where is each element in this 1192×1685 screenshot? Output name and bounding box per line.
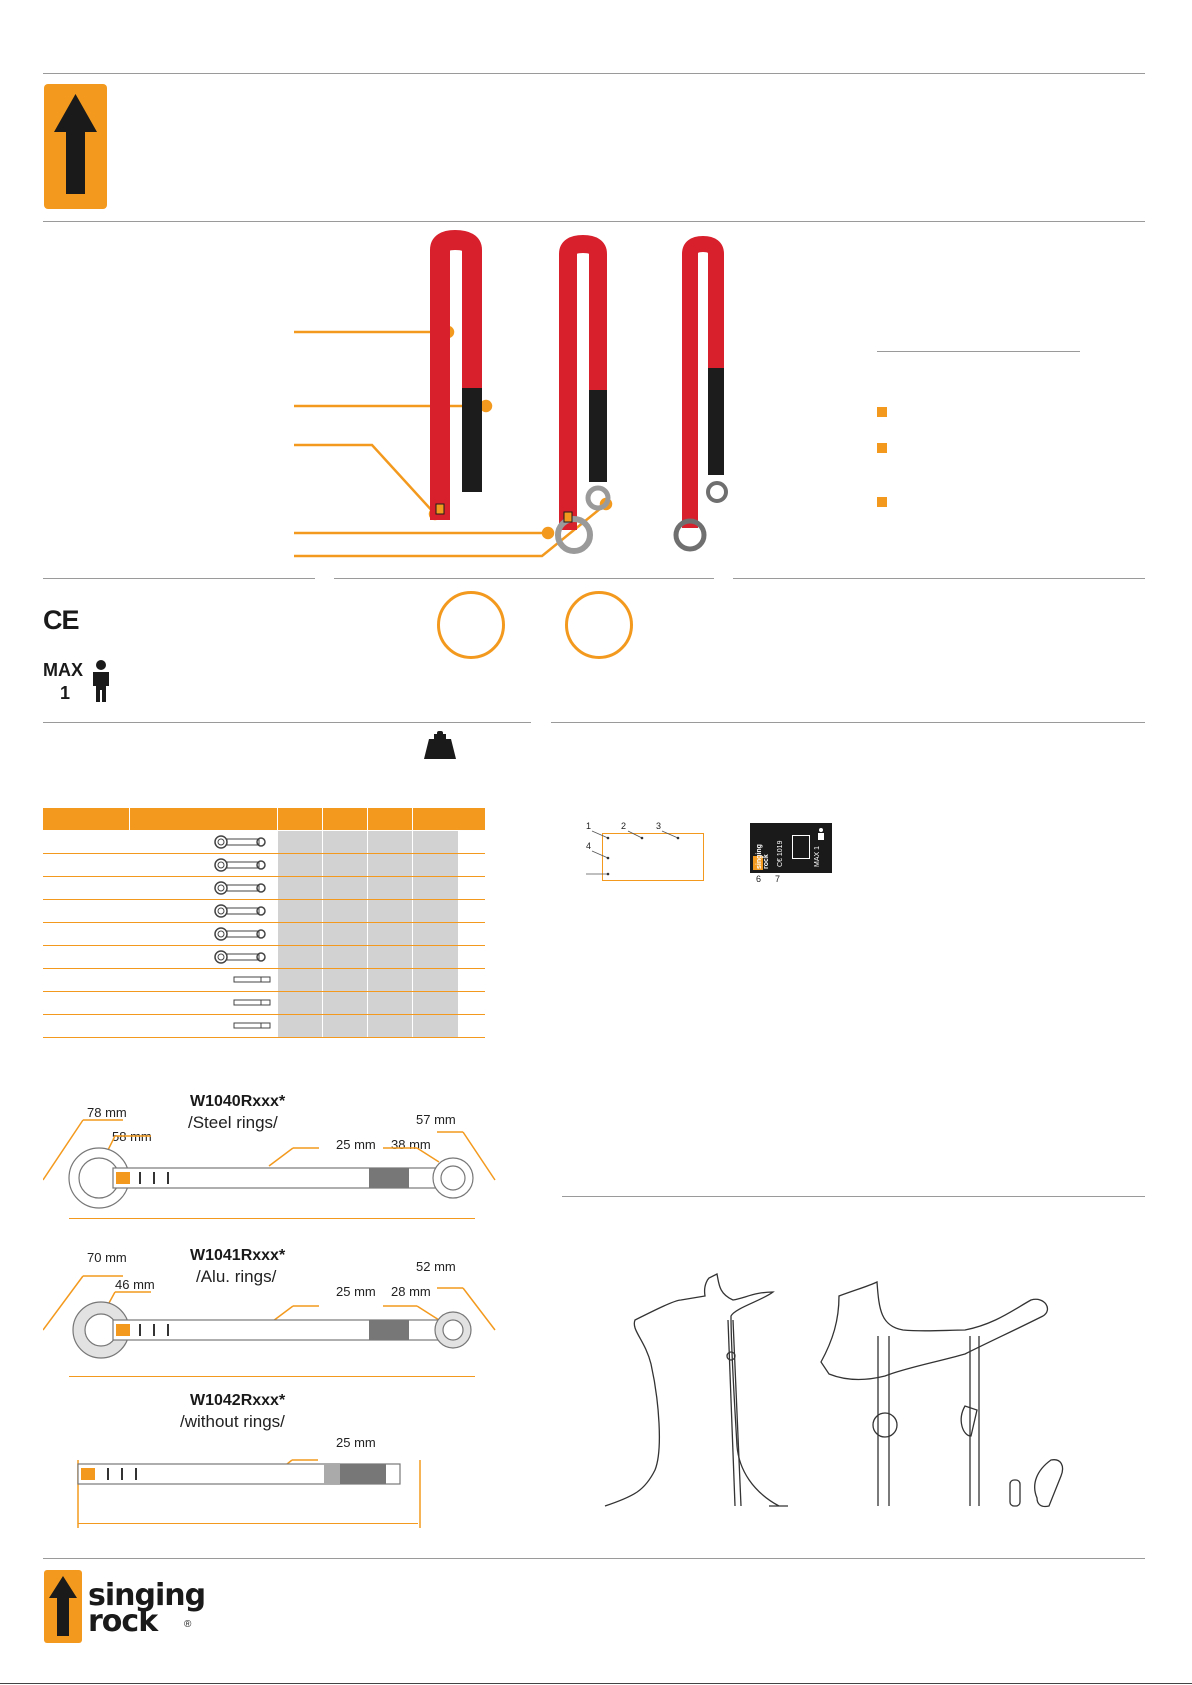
circle-icon-1 <box>437 591 505 659</box>
model-2-drawing <box>43 1250 503 1360</box>
table-row <box>43 877 485 900</box>
usage-section-rule <box>562 1196 1145 1197</box>
sling-without-rings <box>430 240 482 520</box>
table-row <box>43 946 485 969</box>
table-row <box>43 1015 485 1038</box>
model-2-webbing: 25 mm <box>336 1284 376 1299</box>
label-ce-text: C€ 1019 <box>777 840 784 867</box>
label-num-4: 4 <box>586 841 592 851</box>
model-3-code: W1042Rxxx* <box>190 1392 286 1409</box>
model-3-webbing: 25 mm <box>336 1435 376 1450</box>
label-leader-lines <box>586 826 696 886</box>
label-brand-text: singing rock <box>756 844 770 869</box>
table-row <box>43 969 485 992</box>
label-num-2: 2 <box>621 821 627 831</box>
label-person-icon <box>816 828 826 840</box>
label-section-rule <box>551 722 1145 723</box>
label-max-text: MAX 1 <box>814 845 821 867</box>
model-2-length-line <box>69 1376 475 1377</box>
model-1-code: W1040Rxxx* <box>190 1093 286 1110</box>
person-icon <box>90 660 112 702</box>
model-1-webbing: 25 mm <box>336 1137 376 1152</box>
model-3-length-line <box>78 1523 418 1524</box>
brand-name-line2: rock <box>88 1604 158 1639</box>
model-1-length-line <box>69 1218 475 1219</box>
table-row <box>43 831 485 854</box>
feature-bullet-3 <box>877 497 887 507</box>
sling-steel-rings <box>676 244 726 549</box>
label-book-icon <box>792 835 810 859</box>
model-2-big-outer: 70 mm <box>87 1250 127 1265</box>
footer-rule <box>43 1558 1145 1559</box>
tree-usage-illustration <box>585 1270 1105 1520</box>
model-1-big-inner: 58 mm <box>112 1129 152 1144</box>
top-rule <box>43 73 1145 74</box>
model-1-small-outer: 57 mm <box>416 1112 456 1127</box>
arrow-up-logo-icon <box>44 84 107 209</box>
footer-arrow-logo-icon <box>44 1570 82 1643</box>
weight-icon <box>423 730 457 760</box>
model-2-big-inner: 46 mm <box>115 1277 155 1292</box>
model-3-drawing <box>60 1440 440 1530</box>
model-1-big-outer: 78 mm <box>87 1105 127 1120</box>
table-row <box>43 923 485 946</box>
table-row <box>43 854 485 877</box>
model-1-subtitle: /Steel rings/ <box>188 1113 278 1132</box>
features-rule <box>877 351 1080 352</box>
table-row <box>43 992 485 1015</box>
brand-name-line1: singing <box>88 1578 206 1613</box>
circle-icon-2 <box>565 591 633 659</box>
label-num-6: 6 <box>756 874 762 884</box>
model-1-drawing <box>43 1100 503 1210</box>
table-section-rule <box>43 722 531 723</box>
model-1-small-inner: 38 mm <box>391 1137 431 1152</box>
bottom-page-rule <box>0 1683 1192 1684</box>
table-header <box>43 808 485 830</box>
feature-bullet-1 <box>877 407 887 417</box>
cert-rule-right <box>733 578 1145 579</box>
max-users: 1 <box>60 683 71 703</box>
cert-rule-left <box>43 578 315 579</box>
product-label <box>750 823 832 873</box>
brand-registered: ® <box>184 1619 192 1630</box>
product-illustration <box>280 230 800 570</box>
model-2-subtitle: /Alu. rings/ <box>196 1267 277 1286</box>
ce-mark: CE <box>43 605 79 635</box>
header-bottom-rule <box>43 221 1145 222</box>
model-2-small-outer: 52 mm <box>416 1259 456 1274</box>
feature-bullet-2 <box>877 443 887 453</box>
model-2-code: W1041Rxxx* <box>190 1247 286 1264</box>
table-row <box>43 900 485 923</box>
label-num-1: 1 <box>586 821 592 831</box>
model-3-subtitle: /without rings/ <box>180 1412 285 1431</box>
model-2-small-inner: 28 mm <box>391 1284 431 1299</box>
label-num-7: 7 <box>775 874 781 884</box>
max-label: MAX <box>43 660 83 680</box>
label-num-3: 3 <box>656 821 662 831</box>
cert-rule-middle <box>334 578 714 579</box>
